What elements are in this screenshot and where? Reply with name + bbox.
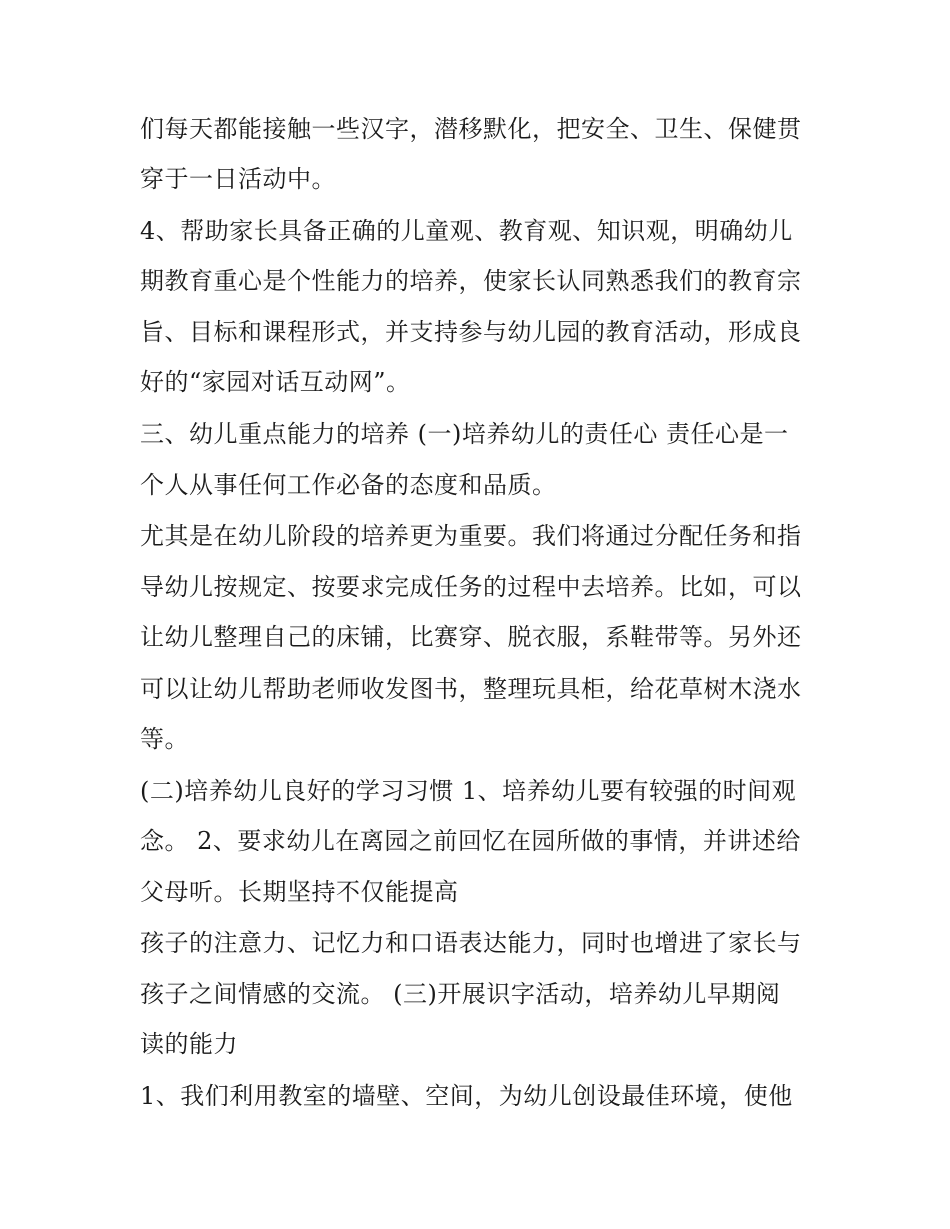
text-line: 孩子的注意力、记忆力和口语表达能力，同时也增进了家长与 bbox=[140, 929, 802, 957]
text-line: 个人从事任何工作必备的态度和品质。 bbox=[140, 471, 557, 499]
text-line: 旨、目标和课程形式，并支持参与幼儿园的教育活动，形成良 bbox=[140, 318, 802, 346]
text-line: 三、幼儿重点能力的培养 (一)培养幼儿的责任心 责任心是一 bbox=[140, 420, 789, 448]
text-line: 让幼儿整理自己的床铺，比赛穿、脱衣服，系鞋带等。另外还 bbox=[140, 623, 802, 651]
text-line: 们每天都能接触一些汉字，潜移默化，把安全、卫生、保健贯 bbox=[140, 115, 802, 143]
text-line: 好的“家园对话互动网”。 bbox=[140, 368, 411, 396]
text-line: 等。 bbox=[140, 725, 189, 753]
text-line: 读的能力 bbox=[140, 1030, 238, 1058]
text-line: 父母听。长期坚持不仅能提高 bbox=[140, 878, 459, 906]
text-line: 念。 2、要求幼儿在离园之前回忆在园所做的事情，并讲述给 bbox=[140, 827, 801, 855]
text-line: 导幼儿按规定、按要求完成任务的过程中去培养。比如，可以 bbox=[140, 573, 802, 601]
text-line: 可以让幼儿帮助老师收发图书，整理玩具柜，给花草树木浇水 bbox=[140, 675, 802, 703]
text-line: 尤其是在幼儿阶段的培养更为重要。我们将通过分配任务和指 bbox=[140, 522, 802, 550]
text-line: 1、我们利用教室的墙壁、空间，为幼儿创设最佳环境，使他 bbox=[140, 1082, 793, 1110]
text-line: 穿于一日活动中。 bbox=[140, 165, 336, 193]
text-line: (二)培养幼儿良好的学习习惯 1、培养幼儿要有较强的时间观 bbox=[140, 777, 797, 805]
text-line: 期教育重心是个性能力的培养，使家长认同熟悉我们的教育宗 bbox=[140, 267, 802, 295]
text-line: 孩子之间情感的交流。 (三)开展识字活动，培养幼儿早期阅 bbox=[140, 980, 781, 1008]
text-line: 4、帮助家长具备正确的儿童观、教育观、知识观，明确幼儿 bbox=[140, 217, 793, 245]
